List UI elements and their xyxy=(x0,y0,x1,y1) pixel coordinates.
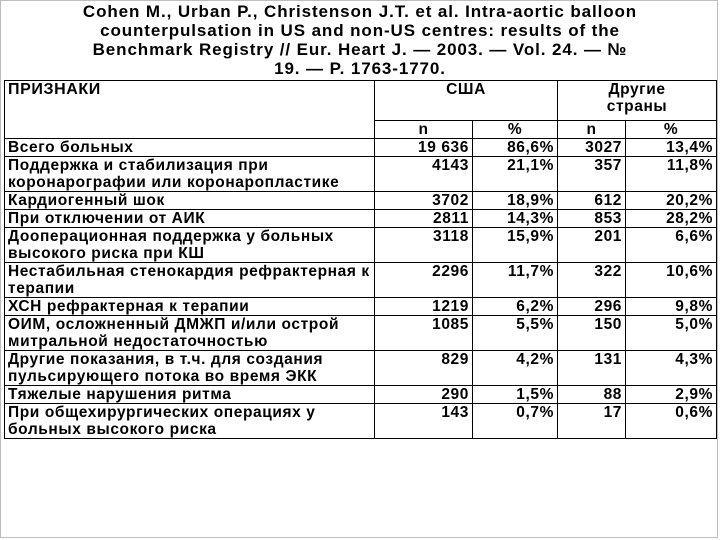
us-percent: 86,6% xyxy=(473,139,558,157)
us-count: 143 xyxy=(375,404,473,439)
row-label: Тяжелые нарушения ритма xyxy=(5,386,375,404)
us-percent: 0,7% xyxy=(473,404,558,439)
us-count: 2811 xyxy=(375,210,473,228)
row-label: При отключении от АИК xyxy=(5,210,375,228)
table-row xyxy=(5,228,717,263)
us-percent: 4,2% xyxy=(473,351,558,386)
row-label: Кардиогенный шок xyxy=(5,192,375,210)
row-label: Поддержка и стабилизация при коронарографии или коронаропластике xyxy=(5,157,375,192)
other-count: 131 xyxy=(558,351,626,386)
citation-block xyxy=(4,2,716,78)
other-count: 201 xyxy=(558,228,626,263)
column-header-percent: % xyxy=(473,121,558,139)
us-count: 3702 xyxy=(375,192,473,210)
us-percent: 14,3% xyxy=(473,210,558,228)
column-group-other-line: Другие xyxy=(608,81,666,98)
citation-line: Benchmark Registry // Eur. Heart J. — 2003. — Vol. 24. — № xyxy=(92,40,628,59)
table-row xyxy=(5,157,717,192)
us-percent: 6,2% xyxy=(473,298,558,316)
other-count: 17 xyxy=(558,404,626,439)
other-percent: 2,9% xyxy=(626,386,717,404)
us-count: 1085 xyxy=(375,316,473,351)
table-row xyxy=(5,404,717,439)
us-percent: 11,7% xyxy=(473,263,558,298)
other-count: 88 xyxy=(558,386,626,404)
row-label: При общехирургических операциях у больных высокого риска xyxy=(5,404,375,439)
other-percent: 28,2% xyxy=(626,210,717,228)
other-percent: 20,2% xyxy=(626,192,717,210)
table-row xyxy=(5,139,717,157)
column-header-n: n xyxy=(558,121,626,139)
us-count: 829 xyxy=(375,351,473,386)
column-header-signs: ПРИЗНАКИ xyxy=(5,81,375,139)
column-header-n: n xyxy=(375,121,473,139)
table-row xyxy=(5,298,717,316)
other-percent: 11,8% xyxy=(626,157,717,192)
us-percent: 5,5% xyxy=(473,316,558,351)
table-row xyxy=(5,316,717,351)
row-label: ХСН рефрактерная к терапии xyxy=(5,298,375,316)
other-count: 357 xyxy=(558,157,626,192)
us-percent: 18,9% xyxy=(473,192,558,210)
table-row xyxy=(5,386,717,404)
header-row xyxy=(5,81,717,121)
us-count: 19 636 xyxy=(375,139,473,157)
column-header-percent: % xyxy=(626,121,717,139)
table-row xyxy=(5,192,717,210)
other-percent: 5,0% xyxy=(626,316,717,351)
other-count: 853 xyxy=(558,210,626,228)
us-percent: 15,9% xyxy=(473,228,558,263)
other-percent: 0,6% xyxy=(626,404,717,439)
us-percent: 21,1% xyxy=(473,157,558,192)
other-count: 322 xyxy=(558,263,626,298)
row-label: Другие показания, в т.ч. для создания пульсирующего потока во время ЭКК xyxy=(5,351,375,386)
us-count: 3118 xyxy=(375,228,473,263)
other-percent: 10,6% xyxy=(626,263,717,298)
column-group-us: США xyxy=(375,81,558,121)
us-percent: 1,5% xyxy=(473,386,558,404)
us-count: 1219 xyxy=(375,298,473,316)
row-label: Дооперационная поддержка у больных высокого риска при КШ xyxy=(5,228,375,263)
other-percent: 9,8% xyxy=(626,298,717,316)
us-count: 2296 xyxy=(375,263,473,298)
other-percent: 4,3% xyxy=(626,351,717,386)
other-percent: 13,4% xyxy=(626,139,717,157)
us-count: 4143 xyxy=(375,157,473,192)
other-count: 3027 xyxy=(558,139,626,157)
other-percent: 6,6% xyxy=(626,228,717,263)
citation-line: counterpulsation in US and non-US centres: results of the xyxy=(100,21,620,40)
citation-line: Cohen M., Urban P., Christenson J.T. et al. Intra-aortic balloon xyxy=(82,2,638,21)
table-row xyxy=(5,263,717,298)
citation-line: 19. — P. 1763-1770. xyxy=(274,59,446,78)
other-count: 150 xyxy=(558,316,626,351)
row-label: Всего больных xyxy=(5,139,375,157)
column-group-other xyxy=(558,81,717,121)
us-count: 290 xyxy=(375,386,473,404)
table-row xyxy=(5,351,717,386)
column-group-other-line: страны xyxy=(606,98,668,115)
row-label: ОИМ, осложненный ДМЖП и/или острой митральной недостаточностью xyxy=(5,316,375,351)
other-count: 612 xyxy=(558,192,626,210)
table-row xyxy=(5,210,717,228)
table-body xyxy=(5,139,717,439)
indications-table xyxy=(4,80,717,439)
row-label: Нестабильная стенокардия рефрактерная к терапии xyxy=(5,263,375,298)
other-count: 296 xyxy=(558,298,626,316)
